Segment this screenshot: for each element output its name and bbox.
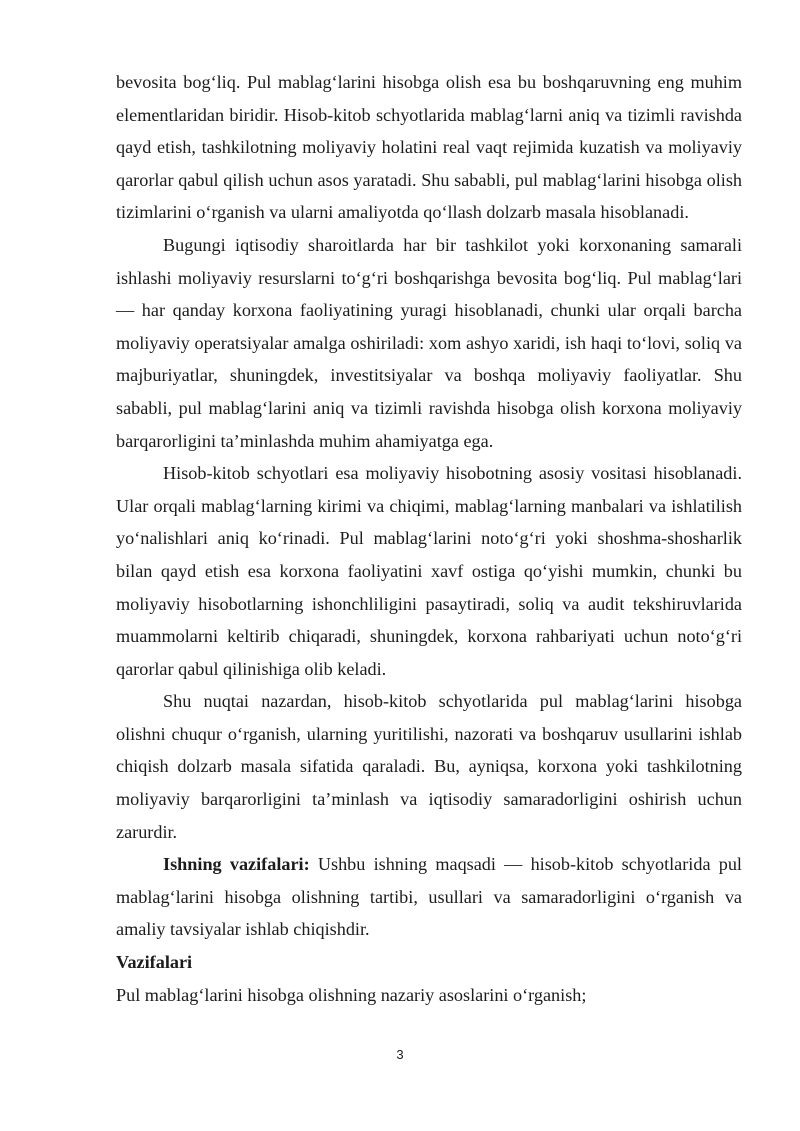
paragraph-settlement-accounts: Hisob-kitob schyotlari esa moliyaviy hisobotning asosiy vositasi hisoblanadi. Ular orqali mablag‘larning kirimi va chiqimi, mablag‘larning manbalari va ishlatilish yo‘nalishlari aniq ko‘rinadi. Pul mablag‘larini noto‘g‘ri yoki shoshma-shosharlik bilan qayd etish esa korxona faoliyatini xavf ostiga qo‘yishi mumkin, chunki bu moliyaviy hisobotlarning ishonchliligini pasaytiradi, soliq va audit tekshiruvlarida muammolarni keltirib chiqaradi, shuningdek, korxona rahbariyati uchun noto‘g‘ri qarorlar qabul qilinishiga olib keladi.: [116, 463, 742, 679]
paragraph-continuation: bevosita bog‘liq. Pul mablag‘larini hisobga olish esa bu boshqaruvning eng muhim elementlaridan biridir. Hisob-kitob schyotlarida mablag‘larni aniq va tizimli ravishda qayd etish, tashkilotning moliyaviy holatini real vaqt rejimida kuzatish va moliyaviy qarorlar qabul qilish uchun asos yaratadi. Shu sababli, pul mablag‘larini hisobga olish tizimlarini o‘rganish va ularni amaliyotda qo‘llash dolzarb masala hisoblanadi.: [116, 72, 742, 223]
paragraph-economic-conditions: Bugungi iqtisodiy sharoitlarda har bir tashkilot yoki korxonaning samarali ishlashi moliyaviy resurslarni to‘g‘ri boshqarishga bevosita bog‘liq. Pul mablag‘lari — har qanday korxona faoliyatining yuragi hisoblanadi, chunki ular orqali barcha moliyaviy operatsiyalar amalga oshiriladi: xom ashyo xaridi, ish haqi to‘lovi, soliq va majburiyatlar, shuningdek, investitsiyalar va boshqa moliyaviy faoliyatlar. Shu sababli, pul mablag‘larini aniq va tizimli ravishda hisobga olish korxona moliyaviy barqarorligini ta’minlashda muhim ahamiyatga ega.: [116, 234, 742, 451]
tasks-list-item: Pul mablag‘larini hisobga olishning nazariy asoslarini o‘rganish;: [116, 984, 587, 1005]
tasks-text: Ushbu ishning maqsadi — hisob-kitob schyotlarida pul mablag‘larini hisobga olishning tartibi, usullari va samaradorligini o‘rganish va amaliy tavsiyalar ishlab chiqishdir.: [116, 854, 742, 940]
tasks-label: Ishning vazifalari:: [163, 854, 310, 875]
document-page: [116, 66, 742, 1011]
page-number: 3: [396, 1047, 404, 1062]
paragraph-relevance: Shu nuqtai nazardan, hisob-kitob schyotlarida pul mablag‘larini hisobga olishni chuqur o‘rganish, ularning yuritilishi, nazorati va boshqaruv usullarini ishlab chiqish dolzarb masala sifatida qaraladi. Bu, ayniqsa, korxona yoki tashkilotning moliyaviy barqarorligini ta’minlash va iqtisodiy samaradorligini oshirish uchun zarurdir.: [116, 691, 742, 842]
tasks-heading: Vazifalari: [116, 952, 193, 973]
paragraph-tasks-of-work: [116, 848, 742, 946]
